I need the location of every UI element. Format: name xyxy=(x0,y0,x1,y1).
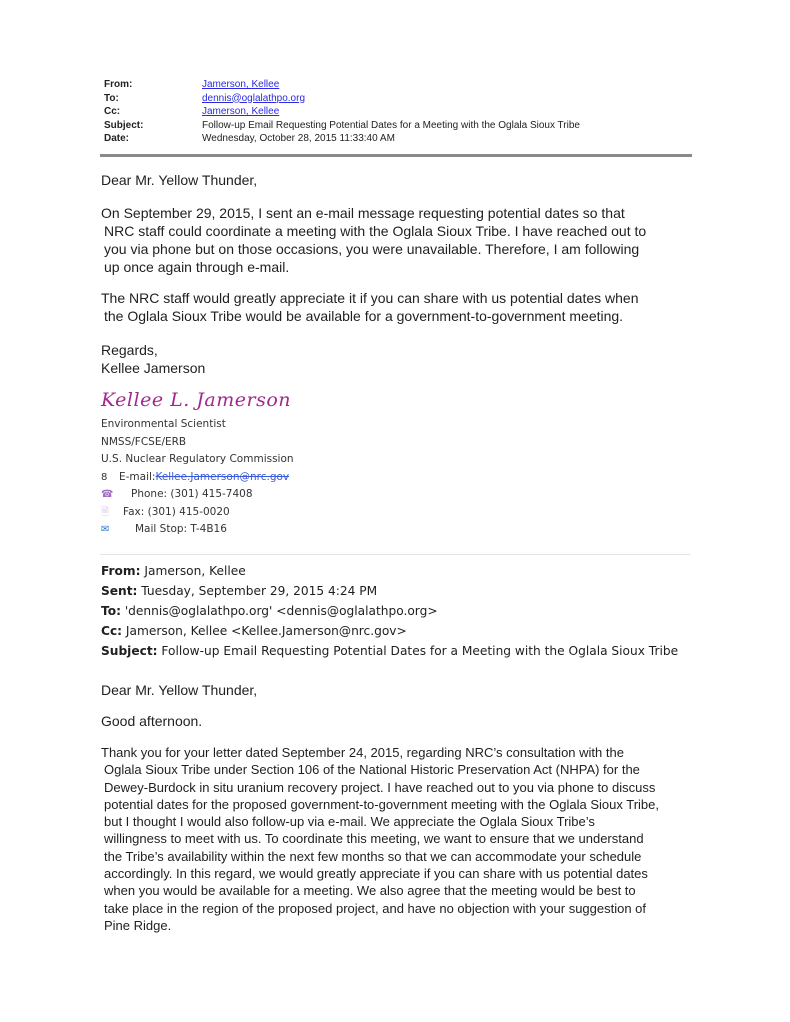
email-prefix: 8 xyxy=(101,471,108,483)
email-header xyxy=(104,78,694,146)
to-link[interactable]: dennis@oglalathpo.org xyxy=(202,92,306,104)
fwd-subject-value: Follow-up Email Requesting Potential Dates for a Meeting with the Oglala Sioux Tribe xyxy=(157,644,679,658)
fwd-label: To: xyxy=(101,604,121,618)
text-line: On September 29, 2015, I sent an e-mail message requesting potential dates so that xyxy=(101,205,625,221)
fwd-to-row xyxy=(101,601,678,621)
text-line: you via phone but on those occasions, you were unavailable. Therefore, I am following xyxy=(104,241,640,257)
mailstop-text: Mail Stop: T-4B16 xyxy=(135,523,227,535)
greeting: Dear Mr. Yellow Thunder, xyxy=(101,172,258,188)
header-label: From: xyxy=(104,79,133,90)
message2-paragraph xyxy=(101,744,691,934)
text-line: willingness to meet with us. To coordinate this meeting, we want to ensure that we understand xyxy=(104,831,644,847)
text-line: the Tribe’s availability within the next few months so that we can accommodate your schedule xyxy=(104,848,642,864)
header-row-from xyxy=(104,78,694,92)
signature-mailstop-line xyxy=(101,521,294,539)
text-line: Thank you for your letter dated September 24, 2015, regarding NRC’s consultation with the xyxy=(101,745,624,760)
signature-script-name: Kellee L. Jamerson xyxy=(101,389,292,411)
header-label: Date: xyxy=(104,133,130,144)
signature-email-line xyxy=(101,469,294,487)
cc-link[interactable]: Jamerson, Kellee xyxy=(202,106,280,117)
fwd-from-value: Jamerson, Kellee xyxy=(140,564,246,578)
text-line: NRC staff could coordinate a meeting with the Oglala Sioux Tribe. I have reached out to xyxy=(104,223,647,239)
text-line: accordingly. In this regard, we would greatly appreciate if you can share with us potential dates xyxy=(104,866,648,882)
message1-paragraph2 xyxy=(101,289,691,325)
signature-title: Environmental Scientist xyxy=(101,418,226,430)
forward-divider xyxy=(100,554,690,555)
telephone-icon: ☎ xyxy=(101,489,114,500)
text-line: take place in the region of the proposed project, and have no objection with your suggestion of xyxy=(104,900,647,916)
fwd-label: From: xyxy=(101,564,141,578)
text-line: Dewey-Burdock in situ uranium recovery project. I have reached out to you via phone to discuss xyxy=(104,779,656,795)
text-line: but I thought I would also follow-up via e-mail. We appreciate the Oglala Sioux Tribe’s xyxy=(104,814,595,830)
text-line: when you would be available for a meeting. We also agree that the meeting would be best to xyxy=(104,883,636,899)
fwd-label: Sent: xyxy=(101,584,138,598)
fwd-from-row xyxy=(101,561,678,581)
from-link[interactable]: Jamerson, Kellee xyxy=(202,79,280,90)
message1-paragraph1 xyxy=(101,204,691,276)
fax-text: Fax: (301) 415-0020 xyxy=(123,505,230,518)
text-line: Pine Ridge. xyxy=(104,917,172,933)
header-label: Cc: xyxy=(104,106,121,117)
fwd-label: Cc: xyxy=(101,624,123,638)
mailbox-icon: ✉ xyxy=(101,524,110,535)
text-line: up once again through e-mail. xyxy=(104,259,290,275)
fwd-sent-value: Tuesday, September 29, 2015 4:24 PM xyxy=(137,584,378,598)
fwd-sent-row xyxy=(101,581,678,601)
sender-name: Kellee Jamerson xyxy=(101,360,206,376)
signature-block xyxy=(101,416,294,539)
email-link[interactable]: Kellee.Jamerson@nrc.gov xyxy=(155,470,290,483)
header-label: Subject: xyxy=(104,119,144,131)
text-line: Oglala Sioux Tribe under Section 106 of the National Historic Preservation Act (NHPA) for the xyxy=(104,762,640,778)
fwd-cc-value: Jamerson, Kellee <Kellee.Jamerson@nrc.gov> xyxy=(122,624,407,638)
forwarded-header xyxy=(101,561,678,661)
date-value: Wednesday, October 28, 2015 11:33:40 AM xyxy=(202,133,395,144)
header-row-cc xyxy=(104,105,694,119)
signature-fax-line xyxy=(101,504,294,522)
message2-greeting: Dear Mr. Yellow Thunder, xyxy=(101,682,258,698)
message2-opening: Good afternoon. xyxy=(101,713,203,729)
email-label: E-mail: xyxy=(119,470,156,483)
fwd-cc-row xyxy=(101,621,678,641)
signature-phone-line xyxy=(101,486,294,504)
fwd-label: Subject: xyxy=(101,644,158,658)
header-row-to xyxy=(104,92,694,106)
text-line: potential dates for the proposed government-to-government meeting with the Oglala Sioux Tribe, xyxy=(104,796,659,812)
header-label: To: xyxy=(104,92,119,104)
signature-division: NMSS/FCSE/ERB xyxy=(101,435,187,448)
phone-text: Phone: (301) 415-7408 xyxy=(131,488,253,500)
text-line: the Oglala Sioux Tribe would be available for a government-to-government meeting. xyxy=(104,308,624,324)
fwd-to-value: 'dennis@oglalathpo.org' <dennis@oglalathpo.org> xyxy=(120,604,438,618)
header-divider xyxy=(100,154,692,157)
closing: Regards, xyxy=(101,342,158,358)
header-row-subject xyxy=(104,119,694,133)
subject-value: Follow-up Email Requesting Potential Dates for a Meeting with the Oglala Sioux Tribe xyxy=(202,119,580,131)
signature-org: U.S. Nuclear Regulatory Commission xyxy=(101,453,294,465)
text-line: The NRC staff would greatly appreciate it if you can share with us potential dates when xyxy=(101,290,639,306)
header-row-date xyxy=(104,132,694,146)
fwd-subject-row xyxy=(101,641,678,661)
document-icon: 🗎 xyxy=(101,506,110,518)
